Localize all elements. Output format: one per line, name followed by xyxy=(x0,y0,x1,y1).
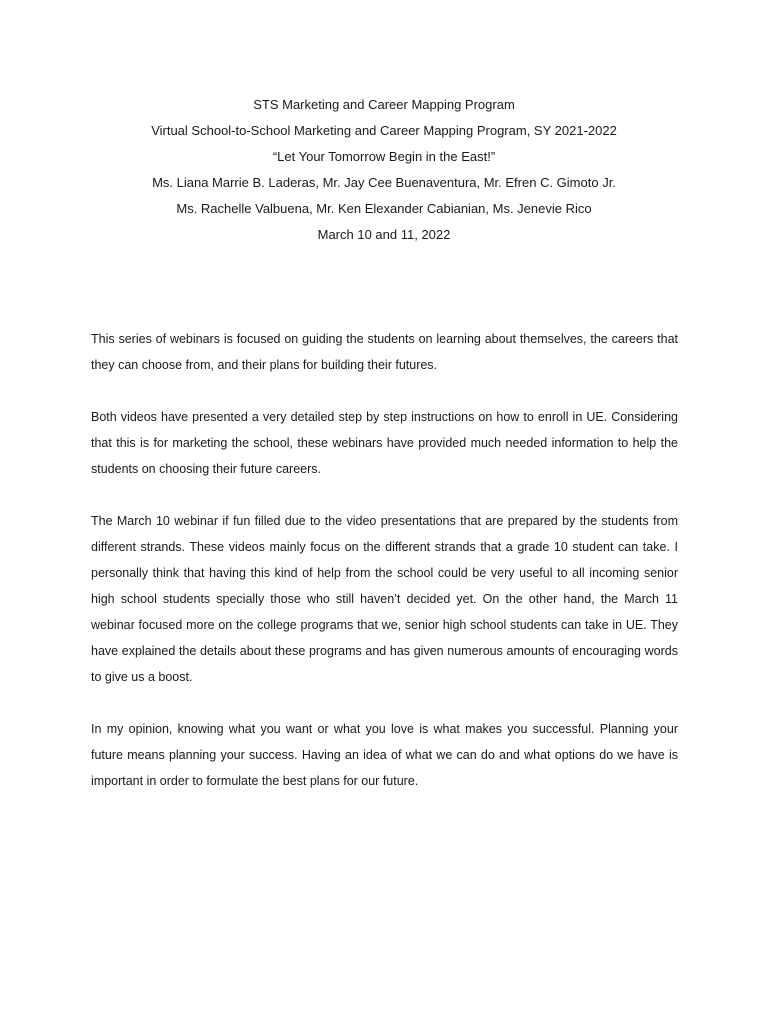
program-title: STS Marketing and Career Mapping Program xyxy=(253,97,515,112)
program-subtitle: Virtual School-to-School Marketing and Career Mapping Program, SY 2021-2022 xyxy=(151,123,617,138)
document-body xyxy=(91,326,678,820)
document-header xyxy=(0,92,768,248)
speakers-line-1: Ms. Liana Marrie B. Laderas, Mr. Jay Cee Buenaventura, Mr. Efren C. Gimoto Jr. xyxy=(152,175,616,190)
paragraph-webinars: The March 10 webinar if fun filled due to the video presentations that are prepared by the students from different strands. These videos mainly focus on the different strands that a grade 10 student can take. I personally think that having this kind of help from the school could be very useful to all incoming senior high school students specially those who still haven’t decided yet. On the other hand, the March 11 webinar focused more on the college programs that we, senior high school students can take in UE. They have explained the details about these programs and has given numerous amounts of encouraging words to give us a boost. xyxy=(91,514,678,684)
paragraph-videos: Both videos have presented a very detailed step by step instructions on how to enroll in UE. Considering that this is for marketing the school, these webinars have provided much needed information to help the students on choosing their future careers. xyxy=(91,410,678,476)
paragraph-opinion: In my opinion, knowing what you want or what you love is what makes you successful. Planning your future means planning your success. Having an idea of what we can do and what options do we have is important in order to formulate the best plans for our future. xyxy=(91,722,678,788)
paragraph-intro: This series of webinars is focused on guiding the students on learning about themselves, the careers that they can choose from, and their plans for building their futures. xyxy=(91,332,678,372)
speakers-line-2: Ms. Rachelle Valbuena, Mr. Ken Elexander Cabianian, Ms. Jenevie Rico xyxy=(176,201,592,216)
program-slogan: “Let Your Tomorrow Begin in the East!” xyxy=(272,149,496,164)
program-date: March 10 and 11, 2022 xyxy=(317,227,451,242)
